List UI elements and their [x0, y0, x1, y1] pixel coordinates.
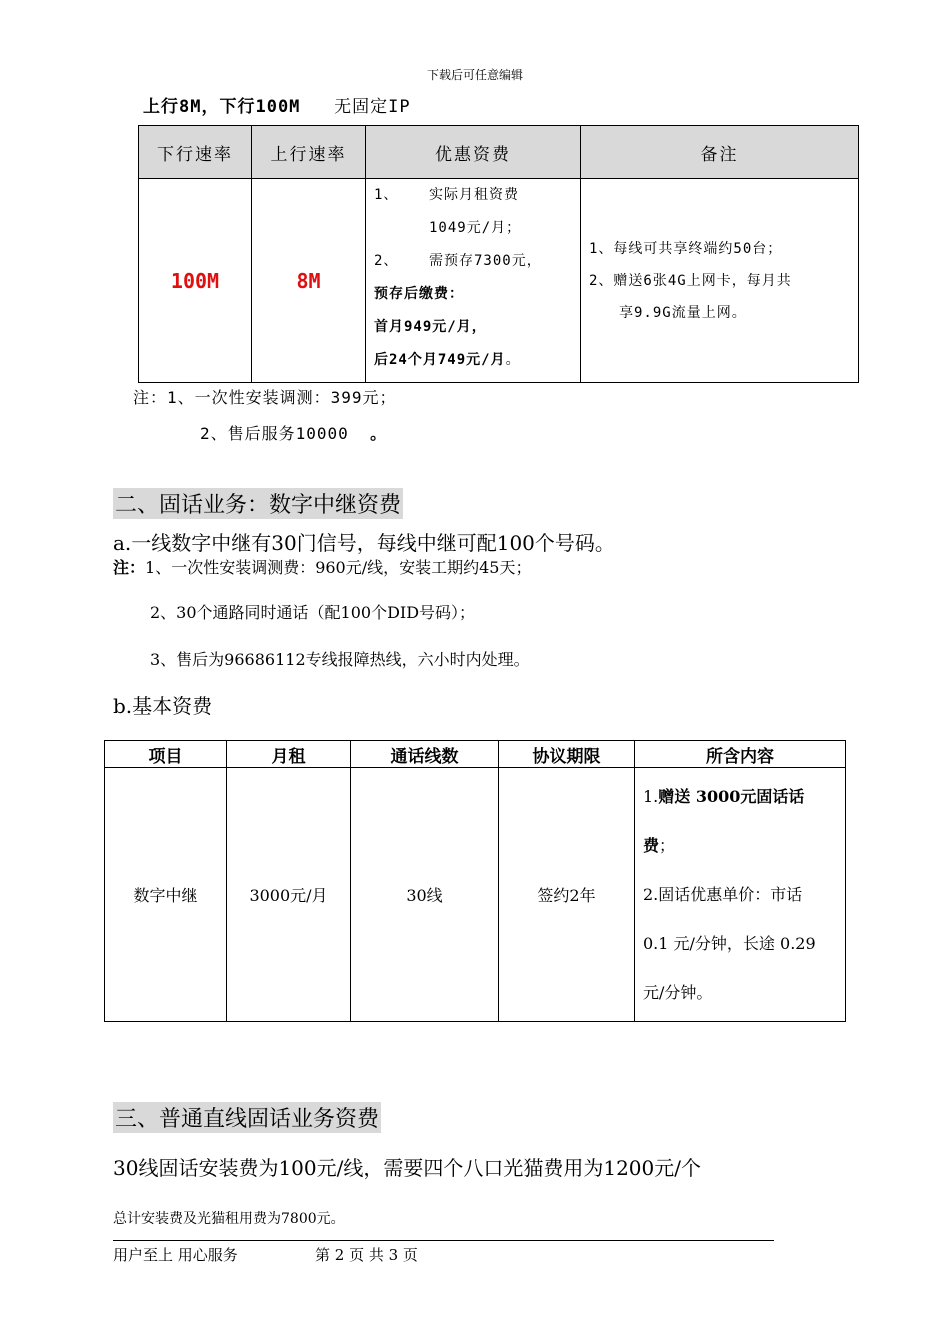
trunk-description: a.一线数字中继有30门信号，每线中继可配100个号码。	[113, 531, 615, 555]
footer-divider	[113, 1240, 774, 1241]
table-row	[139, 179, 859, 383]
header-note: 下载后可任意编辑	[426, 68, 523, 82]
section-heading-3: 三、普通直线固话业务资费	[113, 1102, 381, 1133]
content-line-2: 2.固话优惠单价：市话	[643, 885, 803, 904]
promo-cell	[366, 179, 581, 383]
th-remark: 备注	[581, 126, 859, 179]
th-up-rate: 上行速率	[252, 126, 366, 179]
remark-line-2: 2、赠送6张4G上网卡，每月共	[589, 272, 792, 289]
promo-text-1: 实际月租资费	[429, 187, 519, 203]
install-note: 注：1、一次性安装调测：399元；	[133, 388, 397, 407]
fixed-line-total: 总计安装费及光猫租用费为7800元。	[113, 1211, 345, 1227]
footer-slogan: 用户至上 用心服务	[113, 1246, 238, 1264]
remark-line-3: 享9.9G流量上网。	[619, 304, 747, 321]
table-header-row	[105, 741, 846, 768]
down-rate-value: 100M	[139, 179, 252, 383]
cell-item: 数字中继	[105, 768, 227, 1022]
basic-tariff-heading: b.基本资费	[113, 694, 213, 718]
note-label: 注：	[113, 558, 146, 577]
fixed-line-install-fee: 30线固话安装费为100元/线，需要四个八口光猫费用为1200元/个	[113, 1156, 701, 1180]
service-note-text: 2、售后服务10000	[200, 424, 349, 443]
content-line-1b-end: ；	[659, 836, 676, 855]
content-line-1b: 费	[643, 836, 660, 855]
th-down-rate: 下行速率	[139, 126, 252, 179]
trunk-note-2: 2、30个通路同时通话（配100个DID号码）；	[150, 603, 476, 622]
cell-monthly-fee: 3000元/月	[227, 768, 351, 1022]
remark-cell	[581, 179, 859, 383]
promo-num-1: 1、	[374, 187, 399, 203]
th-promo: 优惠资费	[366, 126, 581, 179]
page-number: 第 2 页 共 3 页	[315, 1246, 418, 1264]
th-content: 所含内容	[635, 741, 846, 768]
promo-text-4: 首月949元/月，	[374, 319, 487, 335]
remark-line-1: 1、每线可共享终端约50台；	[589, 240, 783, 257]
promo-text-5: 后24个月749元/月	[374, 352, 506, 368]
th-lines: 通话线数	[351, 741, 499, 768]
service-note	[200, 421, 387, 444]
table-row	[105, 768, 846, 1022]
th-monthly-fee: 月租	[227, 741, 351, 768]
trunk-note-1	[113, 555, 532, 578]
promo-text-1b: 1049元/月；	[429, 220, 522, 236]
ip-note: 无固定IP	[334, 97, 411, 117]
service-note-end: 。	[370, 424, 388, 443]
th-term: 协议期限	[499, 741, 635, 768]
cell-content	[635, 768, 846, 1022]
service-summary	[143, 92, 411, 117]
speed-summary: 上行8M，下行100M	[143, 97, 301, 117]
promo-num-2: 2、	[374, 253, 399, 269]
content-line-1: 赠送 3000元固话话	[658, 787, 805, 806]
trunk-note-1-text: 1、一次性安装调测费：960元/线，安装工期约45天；	[145, 558, 532, 577]
trunk-note-3: 3、售后为96686112专线报障热线，六小时内处理。	[150, 650, 530, 669]
promo-text-3: 预存后缴费：	[374, 286, 464, 302]
cell-lines: 30线	[351, 768, 499, 1022]
up-rate-value: 8M	[252, 179, 366, 383]
content-line-4: 元/分钟。	[643, 983, 713, 1002]
content-num-1: 1.	[643, 787, 659, 806]
promo-text-2: 需预存7300元，	[429, 253, 542, 269]
section-heading-2: 二、固话业务：数字中继资费	[113, 488, 403, 519]
promo-text-5-end: 。	[505, 352, 521, 368]
table-header-row	[139, 126, 859, 179]
content-line-3: 0.1 元/分钟，长途 0.29	[643, 934, 816, 953]
cell-term: 签约2年	[499, 768, 635, 1022]
th-item: 项目	[105, 741, 227, 768]
trunk-tariff-table	[104, 740, 846, 1022]
broadband-tariff-table	[138, 125, 859, 383]
